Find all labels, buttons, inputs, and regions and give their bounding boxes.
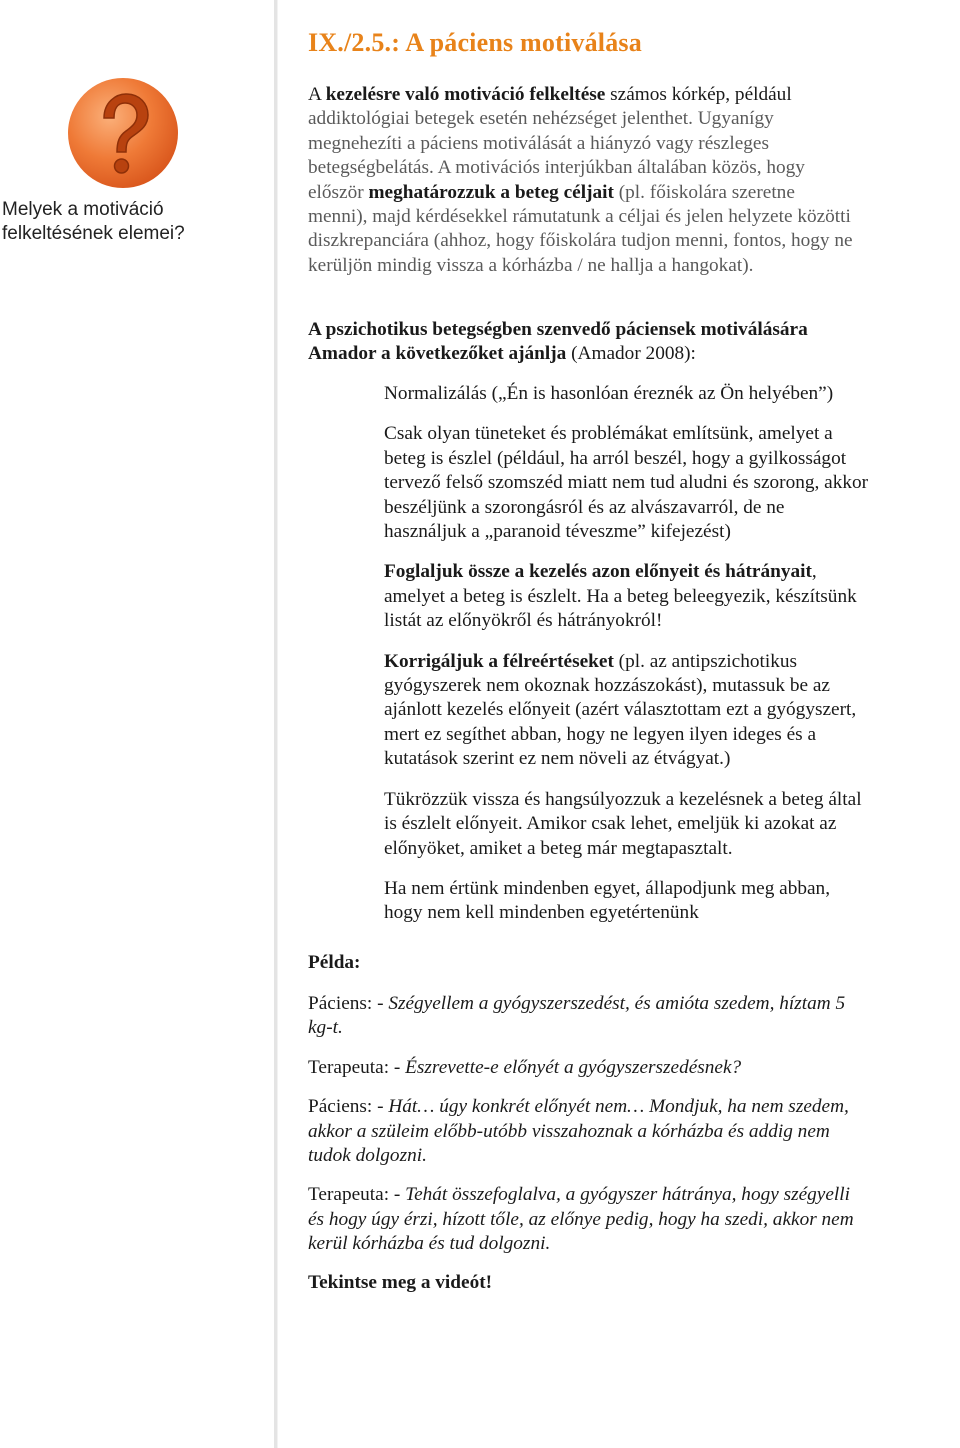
tip-line: Ha nem értünk mindenben egyet, állapodjunk meg abban,	[384, 877, 831, 899]
dialog-line-patient-2	[308, 1095, 958, 1168]
tip-line: Csak olyan tüneteket és problémákat említsünk, amelyet a	[384, 423, 833, 445]
dialog-speech: tudok dolgozni.	[308, 1145, 427, 1167]
intro-text: A	[308, 84, 326, 105]
intro-text: először	[308, 181, 369, 203]
sidebar-caption	[2, 198, 267, 246]
amador-text: Amador a következőket ajánlja	[308, 343, 567, 365]
intro-line: betegségbelátás. A motivációs interjúkban általában közös, hogy	[308, 157, 805, 179]
intro-text: (pl. főiskolára szeretne	[613, 181, 795, 203]
tip-summary	[384, 560, 960, 633]
sidebar-caption-line: Melyek a motiváció	[2, 199, 164, 220]
sidebar-caption-line: felkeltésének elemei?	[2, 223, 185, 244]
tip-bold: Korrigáljuk a félreértéseket	[384, 650, 614, 672]
column-divider	[274, 0, 278, 1448]
tip-line: mert ez segíthet abban, hogy ne legyen ilyen ideges és a	[384, 723, 817, 745]
tip-line: beteg is észlel (például, ha arról beszél, hogy a gyilkosságot	[384, 447, 847, 469]
tip-line: hogy nem kell mindenben egyetértenünk	[384, 902, 699, 924]
dialog-speaker: Terapeuta: -	[308, 1184, 406, 1206]
tip-symptoms	[384, 422, 960, 544]
example-dialog	[308, 992, 958, 1272]
intro-text: számos kórkép, például	[605, 84, 792, 105]
intro-bold: meghatározzuk a beteg céljait	[368, 181, 614, 203]
tip-line: listát az előnyökről és hátrányokról!	[384, 610, 663, 632]
tip-line: gyógyszerek nem okoznak hozzászokást), mutassuk be az	[384, 675, 830, 697]
dialog-speech: Szégyellem a gyógyszerszedést, és amióta szedem, híztam 5	[388, 993, 846, 1014]
tip-line: beszéljünk a szorongásról és az alvászavarról, de ne	[384, 496, 785, 518]
example-heading: Példa:	[308, 952, 361, 973]
dialog-line-therapist-2	[308, 1183, 958, 1256]
sidebar	[0, 0, 270, 1448]
dialog-speech: kg-t.	[308, 1017, 343, 1039]
tip-line: ajánlott kezelés előnyeit (azért választottam ezt a gyógyszert,	[384, 699, 857, 721]
tip-line: is észlelt előnyeit. Amikor csak lehet, emeljük ki azokat az	[384, 813, 837, 835]
intro-line: menni), majd kérdésekkel rámutatunk a céljai és jelen helyzete közötti	[308, 206, 851, 228]
tip-bold: Foglaljuk össze a kezelés azon előnyeit és hátrányait	[384, 561, 812, 583]
dialog-speaker: Terapeuta: -	[308, 1056, 406, 1078]
tip-text: (pl. az antipszichotikus	[613, 650, 797, 672]
intro-line: diszkrepanciára (ahhoz, hogy főiskolára tudjon menni, fontos, hogy ne	[308, 230, 853, 252]
tip-line: Tükrözzük vissza és hangsúlyozzuk a kezelésnek a beteg által	[384, 788, 862, 810]
dialog-speech: Tehát összefoglalva, a gyógyszer hátránya, hogy szégyelli	[405, 1184, 850, 1206]
tip-text: ,	[811, 561, 817, 583]
tip-line: kutatások szerint ez nem növeli az étvágyat.)	[384, 748, 731, 770]
dialog-speech: akkor a szüleim előbb-utóbb visszahoznak a kórházba és addig nem	[308, 1120, 830, 1142]
tip-disagreement	[384, 877, 960, 926]
tip-line: előnyöket, amiket a beteg már megtapasztalt.	[384, 837, 733, 859]
intro-line: addiktológiai betegek esetén nehézséget jelenthet. Ugyanígy	[308, 108, 774, 130]
tip-line: amelyet a beteg is észlelt. Ha a beteg beleegyezik, készítsünk	[384, 585, 857, 607]
amador-line: A pszichotikus betegségben szenvedő páciensek motiválására	[308, 319, 808, 340]
dialog-speaker: Páciens: -	[308, 993, 389, 1014]
intro-line: kerüljön mindig vissza a kórházba / ne hallja a hangokat).	[308, 254, 754, 276]
intro-paragraph	[308, 83, 956, 278]
dialog-speech: kerül kórházba és tud dolgozni.	[308, 1233, 551, 1255]
tip-correction	[384, 650, 960, 772]
tip-line: Normalizálás („Én is hasonlóan éreznék az Ön helyében”)	[384, 383, 834, 404]
tip-normalization	[384, 382, 960, 406]
amador-heading	[308, 318, 956, 367]
dialog-speech: Hát… úgy konkrét előnyét nem… Mondjuk, ha nem szedem,	[388, 1096, 849, 1118]
intro-bold: kezelésre való motiváció felkeltése	[325, 84, 606, 105]
tip-reflection	[384, 788, 960, 861]
tip-line: használjuk a „paranoid téveszme” kifejezést)	[384, 521, 731, 543]
video-link[interactable]: Tekintse meg a videót!	[308, 1272, 493, 1293]
dialog-speech: és hogy úgy érzi, hízott tőle, az előnye pedig, hogy ha szedi, akkor nem	[308, 1208, 854, 1230]
dialog-line-therapist-1	[308, 1056, 958, 1080]
tip-line: tervező felső szomszéd miatt nem tud aludni és szorong, akkor	[384, 472, 869, 494]
section-title: IX./2.5.: A páciens motiválása	[308, 28, 642, 57]
tips-list	[384, 382, 960, 942]
dialog-speaker: Páciens: -	[308, 1096, 389, 1118]
intro-line: megnehezíti a páciens motiválását a hiányzó vagy részleges	[308, 132, 769, 154]
question-mark-icon	[66, 76, 180, 190]
amador-citation: (Amador 2008):	[566, 343, 696, 365]
dialog-speech: Észrevette-e előnyét a gyógyszerszedésnek?	[405, 1056, 742, 1078]
dialog-line-patient-1	[308, 992, 958, 1041]
